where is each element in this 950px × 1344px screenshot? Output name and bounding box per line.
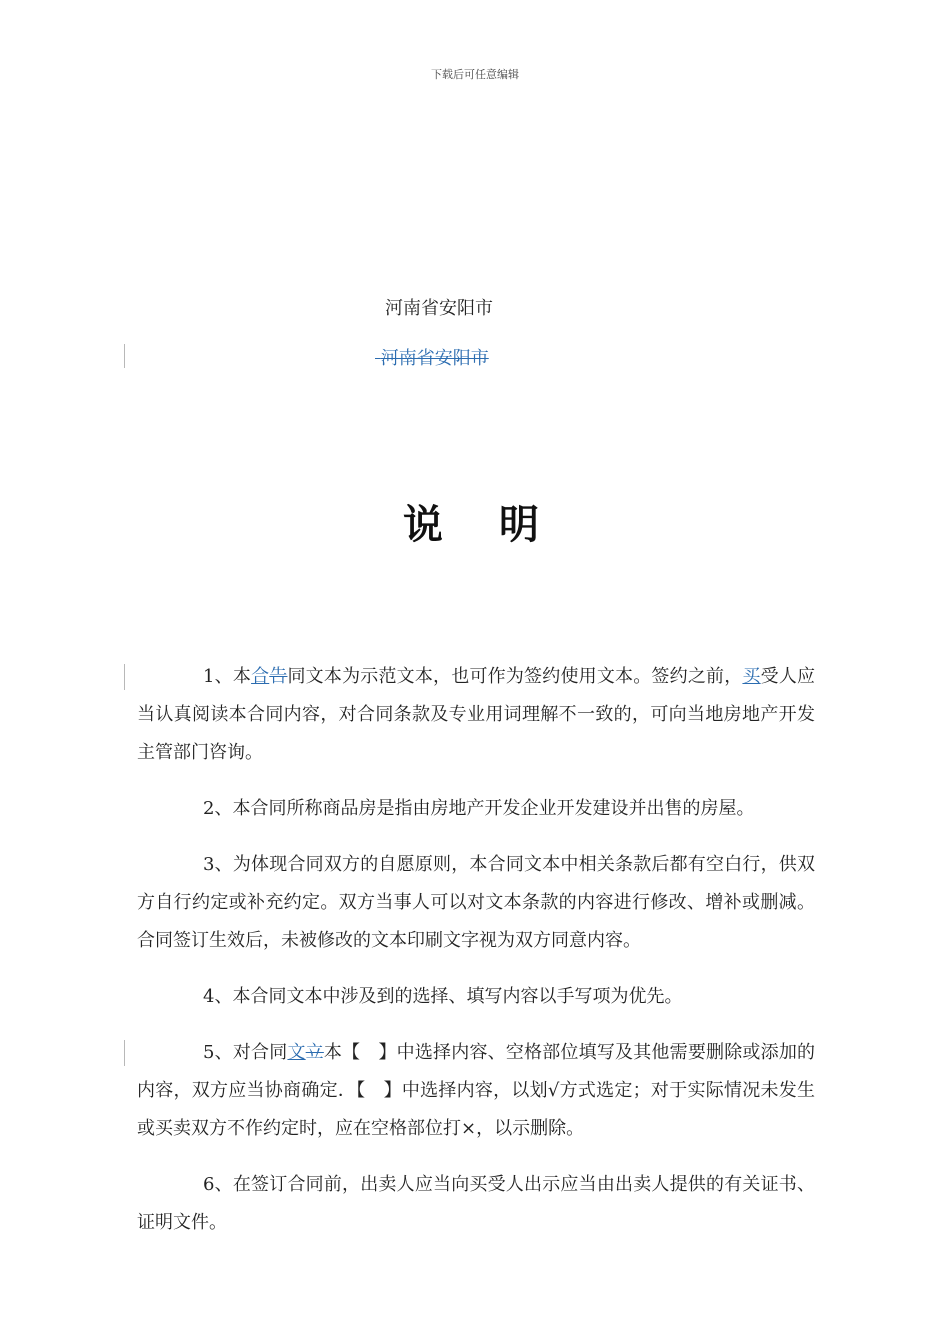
paragraph-2: 2、本合同所称商品房是指由房地产开发企业开发建设并出售的房屋。 <box>203 798 755 819</box>
paragraph-text: 5、对合同 <box>203 1042 288 1063</box>
revision-change-bar <box>124 1040 125 1066</box>
revision-change-bar <box>124 344 125 368</box>
paragraph-4: 4、本合同文本中涉及到的选择、填写内容以手写项为优先。 <box>203 986 683 1007</box>
paragraph-text: 1、本 <box>203 666 252 687</box>
inserted-text: 买 <box>742 666 761 687</box>
document-title <box>0 493 950 550</box>
deleted-text: 立 <box>305 1042 324 1063</box>
paragraph-text: 本【 】中选择内容、空格部位填写及其他需要删除或添加的内容，双方应当协商确定．【 】中选择内容，以划√方式选定；对于实际情况未发生或买卖双方不作约定时，应在空格部位打×，以示删除。 <box>137 1042 816 1139</box>
deleted-text: 河南省安阳市 <box>380 348 489 369</box>
region-name: 河南省安阳市 <box>385 298 493 319</box>
paragraph-6: 6、在签订合同前，出卖人应当向买受人出示应当由出卖人提供的有关证书、证明文件。 <box>137 1174 815 1233</box>
paragraph-text: 同文本为示范文本，也可作为签约使用文本。签约之前， <box>287 666 743 687</box>
header-note: 下载后可任意编辑 <box>431 68 519 81</box>
title-char-1: 说 <box>403 502 451 548</box>
paragraph-5 <box>137 1034 815 1148</box>
paragraph-3: 3、为体现合同双方的自愿原则，本合同文本中相关条款后都有空白行，供双方自行约定或补充约定。双方当事人可以对文本条款的内容进行修改、增补或删减。合同签订生效后，未被修改的文本印刷文字视为双方同意内容。 <box>137 854 815 951</box>
paragraph-1 <box>137 658 815 772</box>
title-char-2: 明 <box>499 502 547 548</box>
region-name-deleted <box>375 344 489 370</box>
inserted-text: 合 <box>251 666 270 687</box>
paragraph-text: 受人应当认真阅读本合同内容，对合同条款及专业用词理解不一致的，可向当地房地产开发主管部门咨询。 <box>137 666 816 763</box>
revision-change-bar <box>124 664 125 690</box>
inserted-text: 文 <box>287 1042 306 1063</box>
deleted-text: 告 <box>269 666 288 687</box>
